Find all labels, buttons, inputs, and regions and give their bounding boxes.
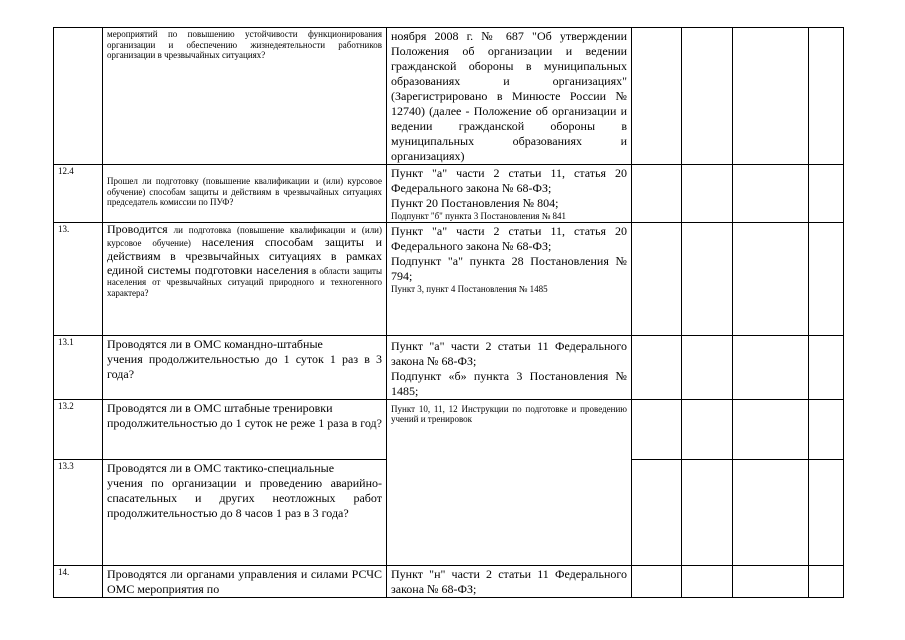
question-text-part: в области защиты населения от чрезвычайных ситуаций природного и техногенного характера? (107, 266, 382, 298)
question-cell (103, 222, 387, 335)
answer-cell (632, 459, 682, 565)
inspection-checklist-table (53, 27, 844, 598)
question-text: продолжительностью до 1 суток не реже 1 раза в год? (107, 415, 382, 430)
question-cell (103, 399, 387, 459)
question-text: Прошел ли подготовку (повышение квалификации и (или) курсовое обучение) способам защиты и действиям в чрезвычайных ситуациях председатель комиссии по ПУФ? (107, 176, 382, 208)
legal-reference-text: ноября 2008 г. № 687 "Об утверждении Положения об организации и ведении гражданской обороны в муниципальных образованиях и организациях" (Зарегистрировано в Минюсте России № 12740) (далее - Положение об организации и ведении гражданской обороны в муниципальных образованиях и организациях) (391, 29, 627, 163)
question-text-part: способам защиты и действиям в чрезвычайных ситуациях в рамках единой системы подготовки населения (107, 235, 383, 278)
question-cell (103, 459, 387, 565)
question-text-part: населения (201, 235, 254, 250)
question-text: мероприятий по повышению устойчивости функционирования организации и обеспечению жизнедеятельности работников организации в чрезвычайных ситуациях? (107, 29, 382, 61)
legal-reference-cell (387, 335, 632, 399)
answer-cell (809, 565, 844, 597)
question-cell (103, 165, 387, 223)
answer-cell (733, 222, 809, 335)
question-text (107, 221, 383, 299)
legal-reference-cell (387, 399, 632, 565)
question-text: учения продолжительностью до 1 суток 1 раз в 3 года? (107, 351, 382, 381)
legal-reference-text: Подпункт "б" пункта 3 Постановления № 841 (391, 211, 567, 221)
table-row (54, 222, 844, 335)
table-row (54, 565, 844, 597)
table-row (54, 335, 844, 399)
table-row (54, 165, 844, 223)
answer-cell (682, 565, 733, 597)
answer-cell (632, 565, 682, 597)
legal-reference-cell (387, 28, 632, 165)
question-cell (103, 28, 387, 165)
answer-cell (809, 459, 844, 565)
table-row (54, 399, 844, 459)
legal-reference-text: Пункт "а" части 2 статьи 11 Федерального закона № 68-ФЗ; (391, 338, 627, 368)
answer-cell (682, 28, 733, 165)
question-text: Проводятся ли органами управления и силами РСЧС ОМС мероприятия по (107, 566, 382, 596)
answer-cell (733, 28, 809, 165)
answer-cell (733, 399, 809, 459)
question-text-lead: Проводится (107, 221, 168, 236)
answer-cell (733, 459, 809, 565)
answer-cell (733, 335, 809, 399)
question-cell (103, 335, 387, 399)
answer-cell (809, 28, 844, 165)
legal-reference-text: Пункт "н" части 2 статьи 11 Федерального закона № 68-ФЗ; (391, 566, 627, 596)
legal-reference-text: Подпункт «б» пункта 3 Постановления № 1485; (391, 368, 627, 398)
legal-reference-text: Пункт 10, 11, 12 Инструкции по подготовке и проведению учений и тренировок (391, 403, 627, 425)
row-number: 13. (54, 222, 103, 335)
answer-cell (809, 222, 844, 335)
answer-cell (682, 335, 733, 399)
legal-reference-cell (387, 222, 632, 335)
row-number (54, 28, 103, 165)
legal-reference-text: Пункт "а" части 2 статьи 11, статья 20 Федерального закона № 68-ФЗ; (391, 166, 627, 195)
question-text-part: ли подготовка (повышение квалификации и (или) курсовое обучение) (107, 224, 382, 249)
table-row (54, 28, 844, 165)
question-text: Проводятся ли в ОМС командно-штабные (107, 336, 323, 351)
answer-cell (809, 335, 844, 399)
row-number: 13.2 (54, 399, 103, 459)
answer-cell (682, 165, 733, 223)
answer-cell (682, 459, 733, 565)
legal-reference-text: Пункт 3, пункт 4 Постановления № 1485 (391, 283, 548, 294)
legal-reference-cell (387, 165, 632, 223)
answer-cell (632, 28, 682, 165)
question-text: Проводятся ли в ОМС тактико-специальные (107, 460, 335, 475)
answer-cell (682, 222, 733, 335)
answer-cell (733, 565, 809, 597)
row-number: 13.1 (54, 335, 103, 399)
answer-cell (682, 399, 733, 459)
answer-cell (632, 335, 682, 399)
legal-reference-text: Пункт 20 Постановления № 804; (391, 196, 559, 210)
answer-cell (632, 399, 682, 459)
row-number: 13.3 (54, 459, 103, 565)
answer-cell (733, 165, 809, 223)
question-text: учения по организации и проведению аварийно-спасательных и других неотложных работ продолжительностью до 8 часов 1 раз в 3 года? (107, 475, 382, 520)
row-number: 14. (54, 565, 103, 597)
answer-cell (632, 222, 682, 335)
answer-cell (809, 399, 844, 459)
question-cell (103, 565, 387, 597)
legal-reference-cell (387, 565, 632, 597)
legal-reference-text: Пункт "а" части 2 статьи 11, статья 20 Федерального закона № 68-ФЗ; (391, 223, 627, 253)
question-text: Проводятся ли в ОМС штабные тренировки (107, 400, 333, 415)
answer-cell (632, 165, 682, 223)
answer-cell (809, 165, 844, 223)
row-number: 12.4 (54, 165, 103, 223)
legal-reference-text: Подпункт "а" пункта 28 Постановления № 794; (391, 253, 627, 283)
